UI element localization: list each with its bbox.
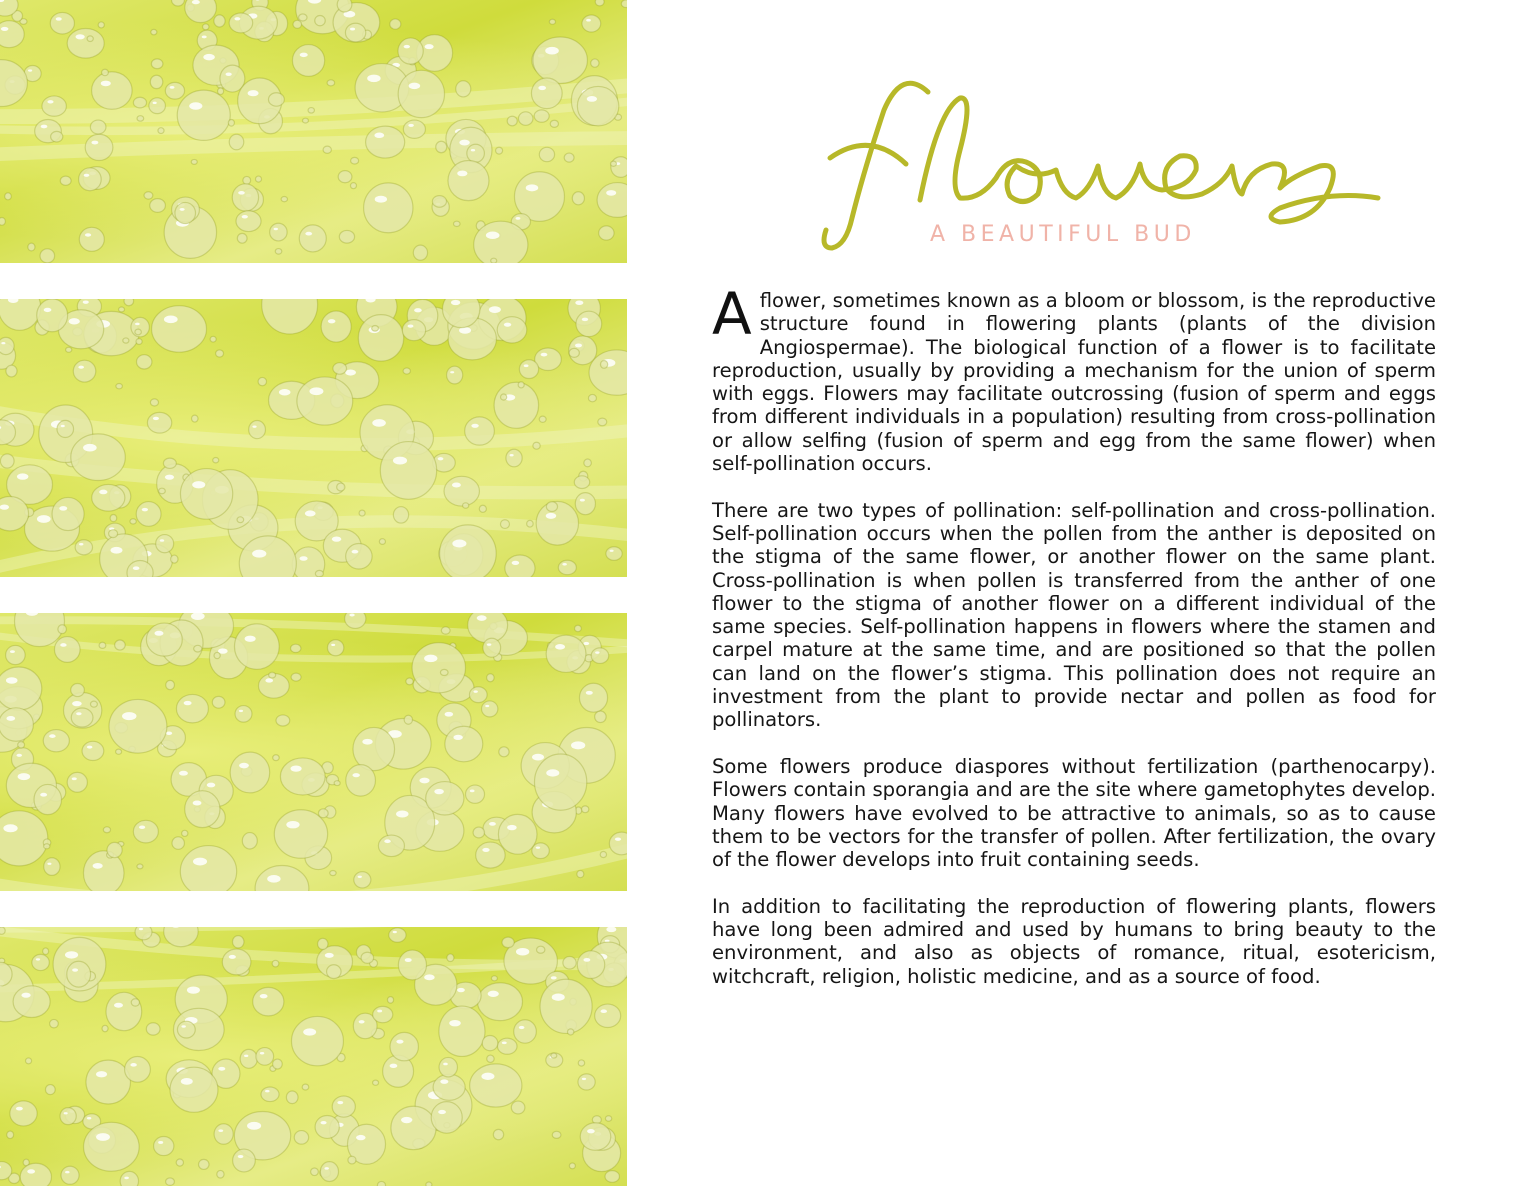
article-paragraph: In addition to facilitating the reproduction of flowering plants, flowers have long been admired and used by humans to bring beauty to the environment, and also as objects of romance, ritual, esotericism, witchcraft, religion, holistic medicine, and as a source of food. <box>712 894 1436 988</box>
drop-cap: A <box>712 280 752 348</box>
petal-photo-strip <box>0 0 627 263</box>
petal-photo-strip <box>0 927 627 1186</box>
droplet-texture <box>0 927 627 1186</box>
droplet-texture <box>0 299 627 577</box>
article-paragraph: There are two types of pollination: self-pollination and cross-pollination. Self-pollination occurs when the pollen from the anther is deposited on the stigma of the same flower, or another flower on the same plant. Cross-pollination is when pollen is transferred from the anther of one flower to the stigma of another flower on a different individual of the same species. Self-pollination happens in flowers where the stamen and carpel mature at the same time, and are positioned so that the pollen can land on the flower’s stigma. This pollination does not require an investment from the plant to provide nectar and pollen as food for pollinators. <box>712 498 1436 732</box>
photo-column <box>0 0 627 1186</box>
droplet-texture <box>0 613 627 891</box>
article-paragraph: Some flowers produce diaspores without fertilization (parthenocarpy). Flowers contain sporangia and are the site where gametophytes develop. Many flowers have evolved to be attractive to animals, so as to cause them to be vectors for the transfer of pollen. After fertilization, the ovary of the flower develops into fruit containing seeds. <box>712 754 1436 872</box>
droplet-texture <box>0 0 627 263</box>
article-body <box>712 280 1436 1011</box>
paragraph-text: flower, sometimes known as a bloom or blossom, is the reproductive structure found in flowering plants (plants of the division Angiospermae). The biological function of a flower is to facilitate reproduction, usually by providing a mechanism for the union of sperm with eggs. Flowers may facilitate outcrossing (fusion of sperm and eggs from different individuals in a population) resulting from cross-pollination or allow selfing (fusion of sperm and egg from the same flower) when self-pollination occurs. <box>712 289 1436 476</box>
subtitle: A BEAUTIFUL BUD <box>930 222 1196 247</box>
petal-photo-strip <box>0 613 627 891</box>
article-paragraph <box>712 280 1436 476</box>
petal-photo-strip <box>0 299 627 577</box>
